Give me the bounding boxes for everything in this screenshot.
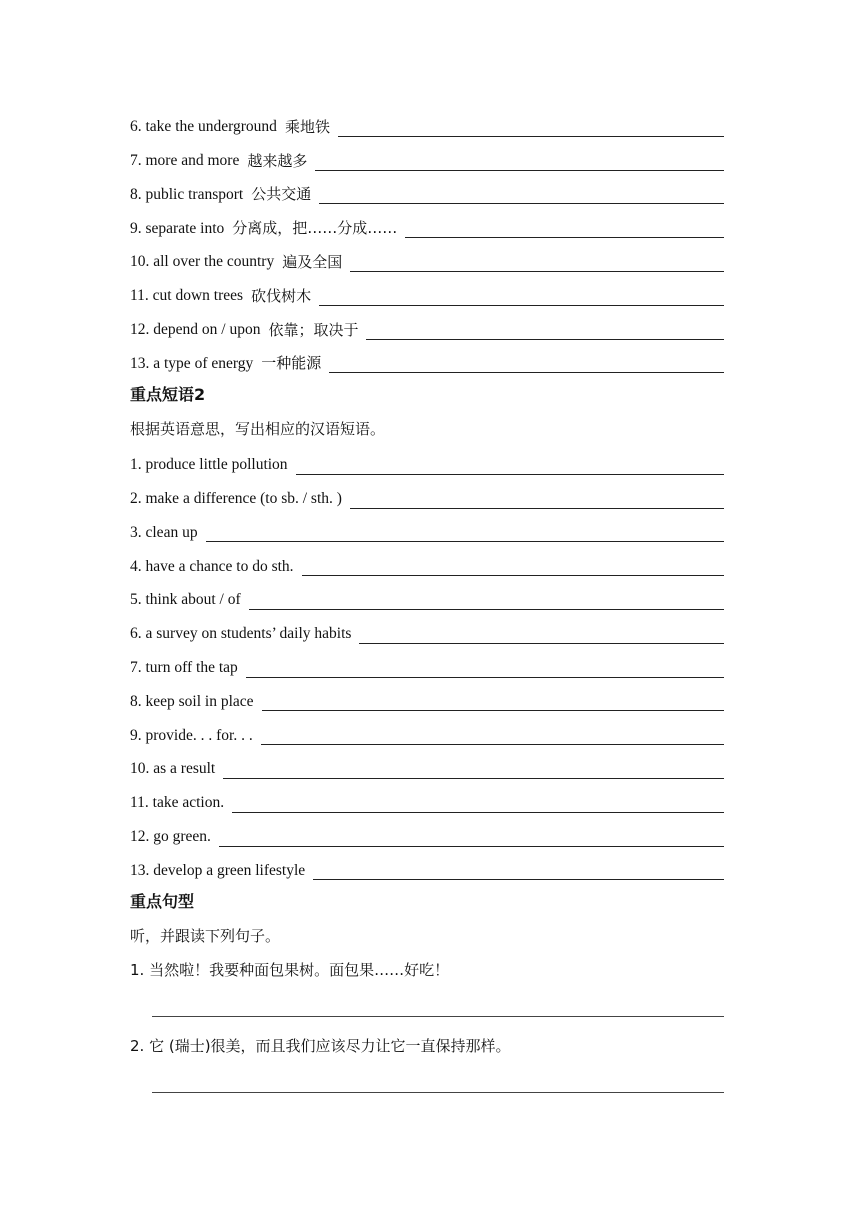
phrase-row [130, 104, 724, 138]
phrase-row [130, 307, 724, 341]
phrase-zh: 分离成，把……分成…… [232, 219, 398, 238]
answer-line[interactable] [366, 339, 724, 340]
phrase-en: 9. separate into [130, 219, 225, 237]
section-instruction: 根据英语意思，写出相应的汉语短语。 [130, 419, 386, 438]
phrase-en: 8. public transport [130, 185, 244, 203]
phrase-en: 7. more and more [130, 152, 240, 170]
phrase-row [130, 848, 724, 882]
answer-line[interactable] [315, 170, 724, 171]
phrase-row [130, 273, 724, 307]
answer-line[interactable] [313, 879, 724, 880]
answer-line[interactable] [246, 677, 724, 678]
phrase-en: 10. as a result [130, 760, 216, 778]
phrase-zh: 一种能源 [261, 354, 322, 373]
phrase-en: 11. take action. [130, 794, 225, 812]
phrase-en: 3. clean up [130, 523, 198, 541]
answer-line[interactable] [338, 136, 724, 137]
phrase-en: 6. a survey on students’ daily habits [130, 625, 352, 643]
phrase-row [130, 341, 724, 375]
answer-line[interactable] [232, 812, 724, 813]
phrase-row [130, 510, 724, 544]
phrase-row [130, 172, 724, 206]
answer-line[interactable] [319, 203, 724, 204]
phrase-zh: 依靠；取决于 [268, 320, 359, 339]
phrase-zh: 遍及全国 [282, 252, 343, 271]
phrase-en: 10. all over the country [130, 253, 275, 271]
phrase-row [130, 205, 724, 239]
phrase-en: 12. depend on / upon [130, 321, 261, 339]
answer-line[interactable] [350, 271, 724, 272]
phrase-row [130, 239, 724, 273]
phrase-zh: 乘地铁 [284, 117, 330, 136]
phrase-row [130, 814, 724, 848]
phrase-row [130, 543, 724, 577]
worksheet [130, 104, 724, 1093]
phrase-en: 6. take the underground [130, 118, 277, 136]
phrase-row [130, 476, 724, 510]
answer-line[interactable] [152, 1092, 724, 1093]
phrase-en: 9. provide. . . for. . . [130, 726, 253, 744]
phrase-zh: 砍伐树木 [251, 286, 312, 305]
answer-line[interactable] [249, 609, 724, 610]
answer-line[interactable] [329, 372, 724, 373]
phrase-row [130, 746, 724, 780]
phrase-en: 7. turn off the tap [130, 659, 238, 677]
answer-line[interactable] [296, 474, 724, 475]
section-instruction: 听，并跟读下列句子。 [130, 926, 281, 945]
answer-line[interactable] [359, 643, 724, 644]
answer-line[interactable] [319, 305, 724, 306]
phrase-en: 1. produce little pollution [130, 456, 288, 474]
phrase-list-2 [130, 442, 724, 881]
answer-line[interactable] [302, 575, 724, 576]
phrase-en: 12. go green. [130, 828, 211, 846]
phrase-en: 2. make a difference (to sb. / sth. ) [130, 490, 342, 508]
phrase-en: 5. think about / of [130, 591, 241, 609]
answer-line[interactable] [350, 508, 724, 509]
phrase-en: 13. develop a green lifestyle [130, 861, 306, 879]
answer-line[interactable] [261, 744, 724, 745]
sentence-item: 1. 当然啦！我要种面包果树。面包果……好吃！ [130, 960, 450, 979]
phrase-en: 11. cut down trees [130, 287, 244, 305]
phrase-row [130, 780, 724, 814]
answer-line[interactable] [223, 778, 724, 779]
phrase-row [130, 577, 724, 611]
answer-line[interactable] [219, 846, 724, 847]
phrase-en: 13. a type of energy [130, 354, 254, 372]
phrase-row [130, 712, 724, 746]
phrase-list-1 [130, 104, 724, 374]
phrase-row [130, 442, 724, 476]
sentence-item: 2. 它 (瑞士)很美，而且我们应该尽力让它一直保持那样。 [130, 1036, 511, 1055]
phrase-en: 8. keep soil in place [130, 692, 254, 710]
answer-line[interactable] [262, 710, 724, 711]
phrase-row [130, 645, 724, 679]
section-heading: 重点短语2 [130, 385, 206, 405]
answer-line[interactable] [152, 1016, 724, 1017]
section-heading: 重点句型 [130, 892, 195, 912]
answer-line[interactable] [405, 237, 724, 238]
phrase-zh: 公共交通 [251, 185, 312, 204]
phrase-row [130, 679, 724, 713]
sentence-list [130, 949, 724, 1093]
phrase-en: 4. have a chance to do sth. [130, 557, 294, 575]
phrase-zh: 越来越多 [247, 151, 308, 170]
answer-line[interactable] [206, 541, 724, 542]
phrase-row [130, 611, 724, 645]
phrase-row [130, 138, 724, 172]
